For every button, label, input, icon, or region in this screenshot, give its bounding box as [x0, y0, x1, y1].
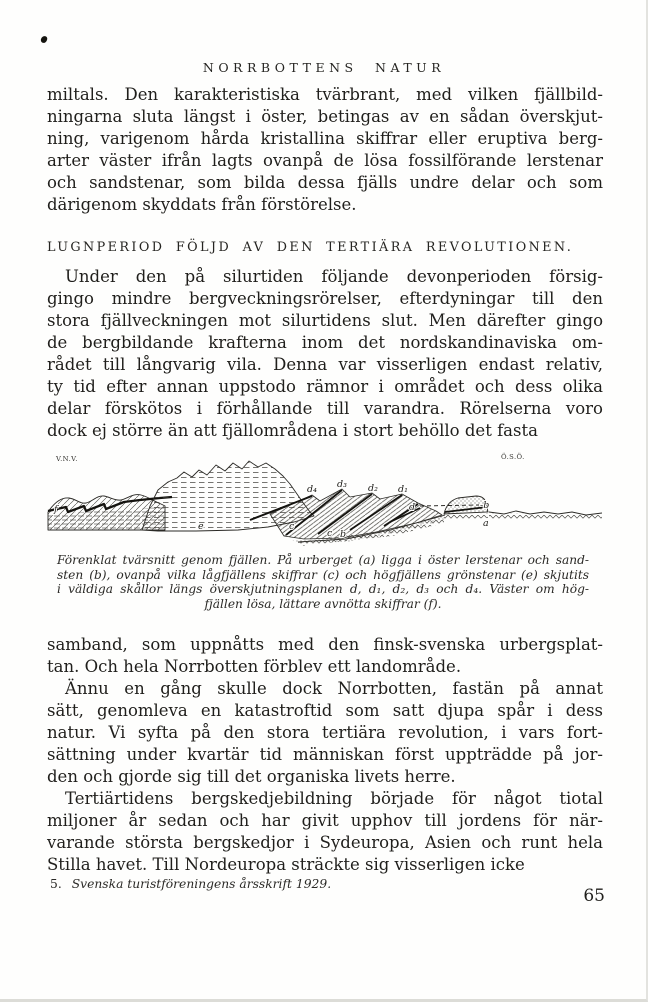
text-line: natur. Vi syfta på den stora tertiära revolution, i vars fort-: [47, 723, 603, 742]
label-d1: d₁: [398, 484, 408, 495]
direction-label-wnw: V.N.V.: [56, 455, 78, 463]
text-line: tan. Och hela Norrbotten förblev ett landområde.: [47, 657, 462, 676]
label-d2: d₂: [368, 483, 378, 494]
text-line: varande största bergskedjor i Sydeuropa, Asien och runt hela: [47, 833, 603, 852]
text-line: ning, varigenom hårda kristallina skiffrar eller eruptiva berg-: [47, 129, 603, 148]
text-line: den och gjorde sig till det organiska livets herre.: [47, 767, 456, 786]
text-line: ningarna sluta längst i öster, betingas av en sådan överskjut-: [47, 107, 603, 126]
label-b-right: -b: [480, 500, 490, 511]
figure-caption: [57, 553, 589, 611]
lower-text-block: [47, 634, 603, 876]
text-line: sätt, genomleva en katastroftid som satt djupa spår i dess: [47, 701, 603, 720]
text-line: Tertiärtidens bergskedjebildning började för något tiotal: [65, 789, 603, 808]
text-line: sten (b), ovanpå vilka lågfjällens skiffrar (c) och högfjällens grönstenar (e) skjutits: [57, 567, 589, 582]
paragraph-2: [47, 266, 603, 442]
text-line: miljoner år sedan och har givit upphov till jordens för när-: [47, 811, 603, 830]
text-line: miltals. Den karakteristiska tvärbrant, med vilken fjällbild-: [47, 85, 603, 104]
label-d3: d₃: [337, 479, 347, 490]
text-line: de bergbildande krafterna inom det nordskandinaviska om-: [47, 333, 603, 352]
text-line: delar förskötos i förhållande till varandra. Rörelserna voro: [47, 399, 603, 418]
text-line: i väldiga skållor längs överskjutningsplanen d, d₁, d₂, d₃ och d₄. Väster om hög-: [57, 582, 589, 597]
label-b-lower: b: [340, 529, 347, 540]
paragraph-1: [47, 84, 603, 216]
text-line: dock ej större än att fjällområdena i stort behöllo det fasta: [47, 421, 538, 440]
signature-line: [50, 877, 550, 891]
label-d4: d₄: [307, 484, 317, 495]
text-line: ty tid efter annan uppstodo rämnor i området och dess olika: [47, 377, 603, 396]
paragraph-3: [47, 634, 603, 678]
text-line: därigenom skyddats från förstörelse.: [47, 195, 357, 214]
text-line: rådet till långvarig vila. Denna var visserligen endast relativ,: [47, 355, 603, 374]
paragraph-4: [47, 678, 603, 788]
text-line: sättning under kvartär tid människan först uppträdde på jor-: [47, 745, 603, 764]
label-a: a: [483, 518, 489, 529]
section-heading: LUGNPERIOD FÖLJD AV DEN TERTIÄRA REVOLUTIONEN.: [47, 240, 574, 255]
text-line: arter väster ifrån lagts ovanpå de lösa fossilförande lerstenar: [47, 151, 603, 170]
text-line: Stilla havet. Till Nordeuropa sträckte sig visserligen icke: [47, 855, 525, 874]
direction-label-ese: Ö.S.Ö.: [501, 453, 525, 461]
running-head: NORRBOTTENS NATUR: [202, 60, 446, 75]
paragraph-5: [47, 788, 603, 876]
label-e: e: [198, 521, 204, 532]
scan-artifact-speck: [40, 35, 48, 44]
page-number: 65: [583, 886, 605, 906]
text-line: Förenklat tvärsnitt genom fjällen. På urberget (a) ligga i öster lerstenar och sand-: [57, 553, 589, 567]
text-line: och sandstenar, som bilda dessa fjälls undre delar och som: [47, 173, 603, 192]
label-c-upper: c: [289, 521, 295, 532]
label-f: f: [54, 504, 58, 515]
text-line: fjällen lösa, lättare avnötta skiffrar (f).: [204, 596, 442, 611]
signature-text: Svenska turistföreningens årsskrift 1929.: [71, 877, 332, 891]
text-line: Under den på silurtiden följande devonperioden försig-: [65, 267, 603, 286]
text-line: stora fjällveckningen mot silurtidens slut. Men därefter gingo: [47, 311, 603, 330]
label-d: d: [409, 502, 416, 513]
text-line: Ännu en gång skulle dock Norrbotten, fastän på annat: [65, 679, 603, 698]
label-c-lower: c: [327, 528, 333, 539]
text-line: samband, som uppnåtts med den finsk-svenska urbergsplat-: [47, 635, 603, 654]
text-line: gingo mindre bergveckningsrörelser, efterdyningar till den: [47, 289, 603, 308]
signature-number: 5.: [50, 877, 62, 891]
cross-section-drawing: [46, 450, 602, 550]
geological-cross-section-figure: [46, 450, 602, 550]
